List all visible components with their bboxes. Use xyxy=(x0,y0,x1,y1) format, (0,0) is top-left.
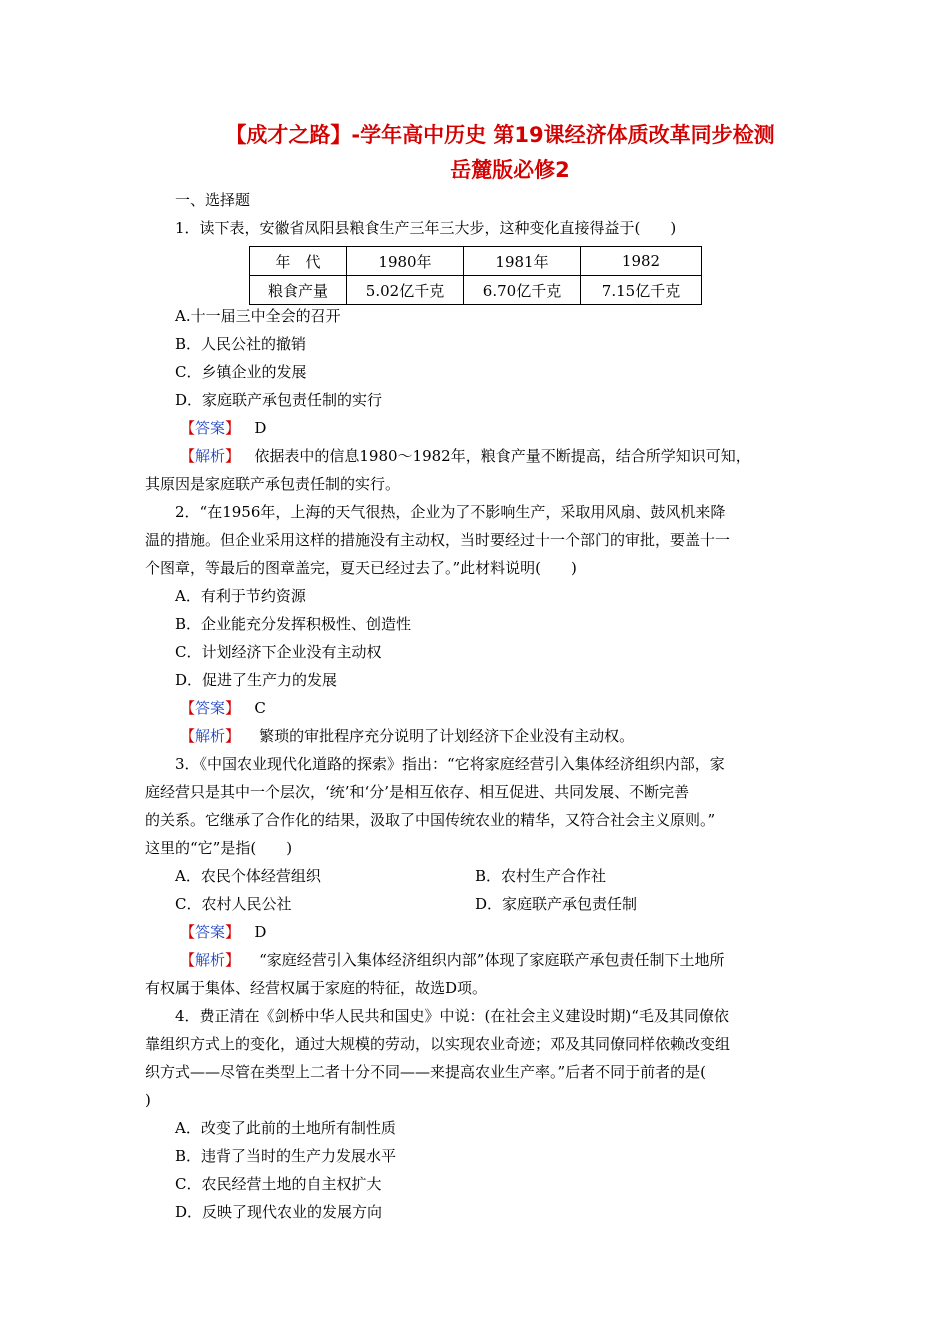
table-header-cell: 年 代 xyxy=(250,247,347,276)
grain-output-table xyxy=(249,246,702,305)
table-row xyxy=(250,247,702,276)
q4-stem: 织方式——尽管在类型上二者十分不同——来提高农业生产率。”后者不同于前者的是( xyxy=(145,1063,707,1081)
q3-stem: 3．《中国农业现代化道路的探索》指出：“它将家庭经营引入集体经济组织内部，家 xyxy=(175,755,725,773)
q4-option-b: B．违背了当时的生产力发展水平 xyxy=(175,1147,397,1165)
analysis-tag: 【解析】 xyxy=(180,951,241,969)
q2-answer-line xyxy=(180,698,266,718)
q2-option-b: B．企业能充分发挥积极性、创造性 xyxy=(175,615,412,633)
q3-option-a: A．农民个体经营组织 xyxy=(175,867,321,885)
q3-answer: D xyxy=(254,923,267,941)
q1-option-b: B．人民公社的撤销 xyxy=(175,335,307,353)
q3-stem: 的关系。它继承了合作化的结果，汲取了中国传统农业的精华，又符合社会主义原则。” xyxy=(145,811,716,829)
q3-analysis: “家庭经营引入集体经济组织内部”体现了家庭联产承包责任制下土地所 xyxy=(259,951,725,969)
document-title: 【成才之路】-学年高中历史 第19课经济体质改革同步检测 xyxy=(225,123,775,147)
q4-option-c: C．农民经营土地的自主权扩大 xyxy=(175,1175,382,1193)
q3-option-b: B．农村生产合作社 xyxy=(475,867,607,885)
q3-option-d: D．家庭联产承包责任制 xyxy=(475,895,638,913)
q1-stem: 1．读下表，安徽省凤阳县粮食生产三年三大步，这种变化直接得益于( ) xyxy=(175,219,677,237)
q1-option-d: D．家庭联产承包责任制的实行 xyxy=(175,391,383,409)
q2-option-d: D．促进了生产力的发展 xyxy=(175,671,338,689)
q4-stem: 4．费正清在《剑桥中华人民共和国史》中说：(在社会主义建设时期)“毛及其同僚依 xyxy=(175,1007,729,1025)
q2-analysis-line xyxy=(180,726,634,746)
q2-stem: 温的措施。但企业采用这样的措施没有主动权，当时要经过十一个部门的审批，要盖十一 xyxy=(145,531,731,549)
table-row xyxy=(250,276,702,305)
q1-analysis-cont: 其原因是家庭联产承包责任制的实行。 xyxy=(145,475,401,493)
q4-stem: ) xyxy=(145,1091,151,1109)
q4-option-a: A．改变了此前的土地所有制性质 xyxy=(175,1119,396,1137)
q2-option-a: A．有利于节约资源 xyxy=(175,587,306,605)
q2-analysis: 繁琐的审批程序充分说明了计划经济下企业没有主动权。 xyxy=(259,727,635,745)
q2-answer: C xyxy=(254,699,266,717)
answer-tag: 【答案】 xyxy=(180,419,241,437)
q3-stem: 庭经营只是其中一个层次，‘统’和‘分’是相互依存、相互促进、共同发展、不断完善 xyxy=(145,783,690,801)
q3-option-c: C．农村人民公社 xyxy=(175,895,292,913)
q1-analysis: 依据表中的信息1980～1982年，粮食产量不断提高，结合所学知识可知， xyxy=(254,447,751,465)
q1-option-a: A.十一届三中全会的召开 xyxy=(175,307,341,325)
q1-analysis-line xyxy=(180,446,751,466)
q3-analysis-line xyxy=(180,950,724,970)
q2-option-c: C．计划经济下企业没有主动权 xyxy=(175,643,382,661)
table-cell: 5.02亿千克 xyxy=(347,276,464,305)
table-header-cell: 1981年 xyxy=(464,247,581,276)
analysis-tag: 【解析】 xyxy=(180,447,241,465)
section-heading: 一、选择题 xyxy=(175,191,251,209)
q1-answer-line xyxy=(180,418,266,438)
answer-tag: 【答案】 xyxy=(180,699,241,717)
table-header-cell: 1982 xyxy=(581,247,702,276)
q3-answer-line xyxy=(180,922,266,942)
analysis-tag: 【解析】 xyxy=(180,727,241,745)
q1-answer: D xyxy=(254,419,267,437)
q4-option-d: D．反映了现代农业的发展方向 xyxy=(175,1203,383,1221)
q3-stem: 这里的“它”是指( ) xyxy=(145,839,293,857)
q2-stem: 个图章，等最后的图章盖完，夏天已经过去了。”此材料说明( ) xyxy=(145,559,577,577)
q4-stem: 靠组织方式上的变化，通过大规模的劳动，以实现农业奇迹；邓及其同僚同样依赖改变组 xyxy=(145,1035,731,1053)
table-cell: 7.15亿千克 xyxy=(581,276,702,305)
table-cell: 粮食产量 xyxy=(250,276,347,305)
table-cell: 6.70亿千克 xyxy=(464,276,581,305)
q1-option-c: C．乡镇企业的发展 xyxy=(175,363,307,381)
q2-stem: 2．“在1956年，上海的天气很热，企业为了不影响生产，采取用风扇、鼓风机来降 xyxy=(175,503,726,521)
q3-analysis-cont: 有权属于集体、经营权属于家庭的特征，故选D项。 xyxy=(145,979,488,997)
table-header-cell: 1980年 xyxy=(347,247,464,276)
answer-tag: 【答案】 xyxy=(180,923,241,941)
document-subtitle: 岳麓版必修2 xyxy=(450,158,570,182)
